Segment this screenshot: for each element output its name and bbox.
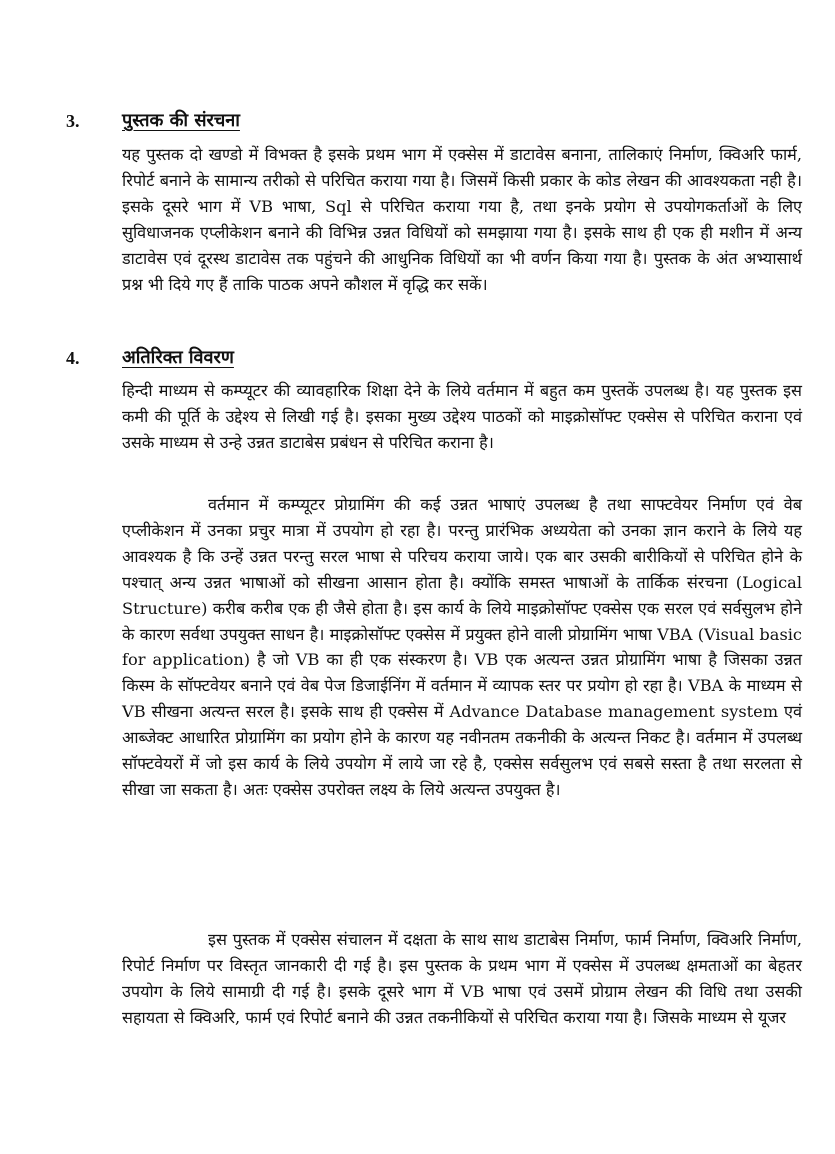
section-paragraph: यह पुस्तक दो खण्डो में विभक्त है इसके प्रथम भाग में एक्सेस में डाटावेस बनाना, तालिकाएं निर्माण, क्विअरि फार्म, रिपोर्ट बनाने के सामान्य तरीको से परिचित कराया गया है। जिसमें किसी प्रकार के कोड लेखन की आवश्यकता नही है। इसके दूसरे भाग में VB भाषा, Sql से परिचित कराया गया है, तथा इनके प्रयोग से उपयोगकर्ताओं के लिए सुविधाजनक एप्लीकेशन बनाने की विभिन्न उन्नत विधियों को समझाया गया है। इसके साथ ही एक ही मशीन में अन्य डाटावेस एवं दूरस्थ डाटावेस तक पहुंचने की आधुनिक विधियों का भी वर्णन किया गया है। पुस्तक के अंत अभ्यासार्थ प्रश्न भी दिये गए हैं ताकि पाठक अपने कौशल में वृद्धि कर सकें।: [122, 145, 802, 294]
section-heading: पुस्तक की संरचना: [122, 110, 240, 131]
section-number: 4.: [66, 348, 80, 368]
section-number: 3.: [66, 111, 80, 131]
section-paragraph: इस पुस्तक में एक्सेस संचालन में दक्षता के साथ साथ डाटाबेस निर्माण, फार्म निर्माण, क्विअरि निर्माण, रिपोर्ट निर्माण पर विस्तृत जानकारी दी गई है। इस पुस्तक के प्रथम भाग में एक्सेस में उपलब्ध क्षमताओं का बेहतर उपयोग के लिये सामाग्री दी गई है। इसके दूसरे भाग में VB भाषा एवं उसमें प्रोग्राम लेखन की विधि तथा उसकी सहायता से क्विअरि, फार्म एवं रिपोर्ट बनाने की उन्नत तकनीकियों से परिचित कराया गया है। जिसके माध्यम से यूजर: [122, 930, 802, 1027]
section-heading: अतिरिक्त विवरण: [122, 347, 234, 368]
section-paragraph: वर्तमान में कम्प्यूटर प्रोग्रामिंग की कई उन्नत भाषाएं उपलब्ध है तथा साफ्टवेयर निर्माण एवं वेब एप्लीकेशन में उनका प्रचुर मात्रा में उपयोग हो रहा है। परन्तु प्रारंभिक अध्ययेता को उनका ज्ञान कराने के लिये यह आवश्यक है कि उन्हें उन्नत परन्तु सरल भाषा से परिचय कराया जाये। एक बार उसकी बारीकियों से परिचित होने के पश्चात् अन्य उन्नत भाषाओं को सीखना आसान होता है। क्योंकि समस्त भाषाओं के तार्किक संरचना (Logical Structure) करीब करीब एक ही जैसे होता है। इस कार्य के लिये माइक्रोसॉफ्ट एक्सेस एक सरल एवं सर्वसुलभ होने के कारण सर्वथा उपयुक्त साधन है। माइक्रोसॉफ्ट एक्सेस में प्रयुक्त होने वाली प्रोग्रामिंग भाषा VBA (Visual basic for application) है जो VB का ही एक संस्करण है। VB एक अत्यन्त उन्नत प्रोग्रामिंग भाषा है जिसका उन्नत किस्म के सॉफ्टवेयर बनाने एवं वेब पेज डिजाईनिंग में वर्तमान में व्यापक स्तर पर प्रयोग हो रहा है। VBA के माध्यम से VB सीखना अत्यन्त सरल है। इसके साथ ही एक्सेस में Advance Database management system एवं आब्जेक्ट आधारित प्रोग्रामिंग का प्रयोग होने के कारण यह नवीनतम तकनीकी के अत्यन्त निकट है। वर्तमान में उपलब्ध सॉफ्टवेयरों में जो इस कार्य के लिये उपयोग में लाये जा रहे है, एक्सेस सर्वसुलभ एवं सबसे सस्ता है तथा सरलता से सीखा जा सकता है। अतः एक्सेस उपरोक्त लक्ष्य के लिये अत्यन्त उपयुक्त है।: [122, 495, 802, 799]
section-paragraph: हिन्दी माध्यम से कम्प्यूटर की व्यावहारिक शिक्षा देने के लिये वर्तमान में बहुत कम पुस्तकें उपलब्ध है। यह पुस्तक इस कमी की पूर्ति के उद्देश्य से लिखी गई है। इसका मुख्य उद्देश्य पाठकों को माइक्रोसॉफ्ट एक्सेस से परिचित कराना एवं उसके माध्यम से उन्हे उन्नत डाटाबेस प्रबंधन से परिचित कराना है।: [122, 381, 802, 452]
